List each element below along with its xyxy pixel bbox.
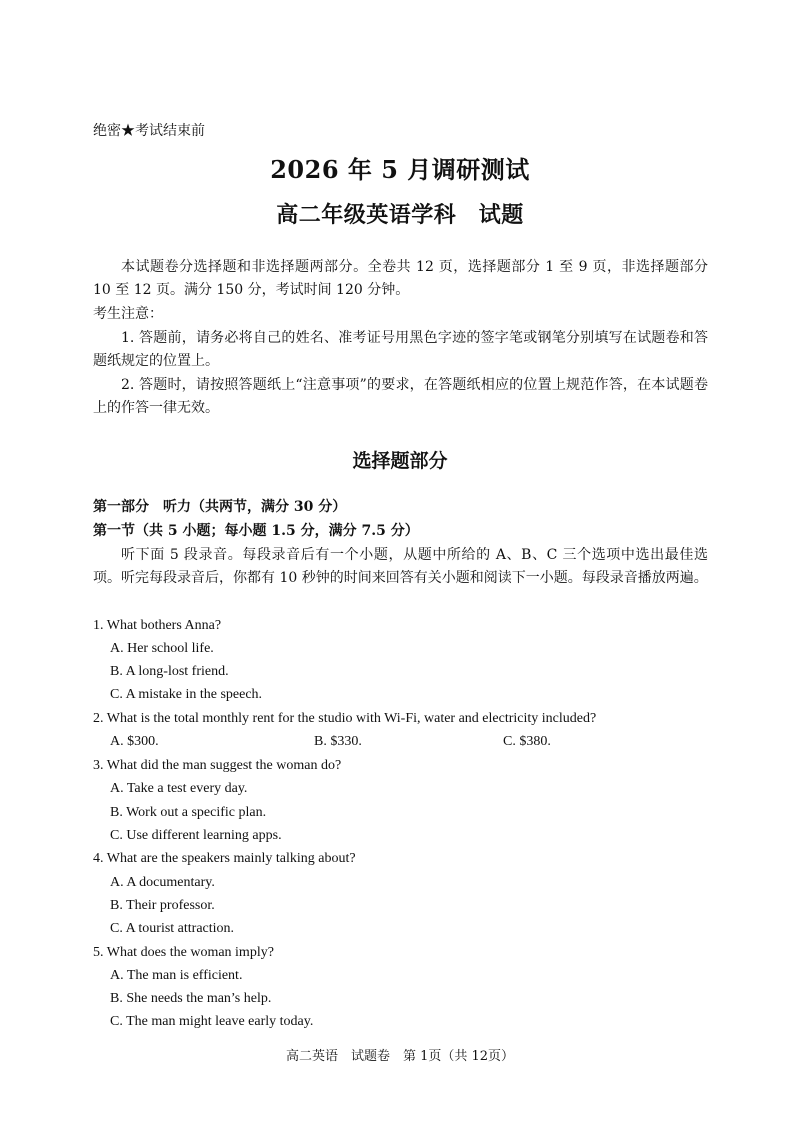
section-title: 选择题部分: [352, 450, 448, 472]
part-title: 第一部分 听力（共两节，满分 30 分）: [93, 499, 347, 515]
question-3-option-c: C. Use different learning apps.: [110, 828, 282, 843]
question-3-option-a: A. Take a test every day.: [110, 781, 248, 796]
exam-subtitle: 高二年级英语学科 试题: [276, 202, 524, 228]
question-4-option-b: B. Their professor.: [110, 898, 215, 913]
question-1: 1. What bothers Anna?: [93, 618, 222, 633]
intro-paragraph: 本试题卷分选择题和非选择题两部分。全卷共 12 页，选择题部分 1 至 9 页，非选择题部分 10 至 12 页。满分 150 分，考试时间 120 分钟。: [93, 259, 708, 298]
question-1-option-a: A. Her school life.: [110, 641, 214, 656]
question-2-option-b: B. $330.: [314, 734, 362, 749]
page-footer: 高二英语 试题卷 第 1页（共 12页）: [285, 1049, 515, 1064]
question-4: 4. What are the speakers mainly talking about?: [93, 851, 356, 866]
question-4-option-a: A. A documentary.: [110, 875, 215, 890]
exam-title: 2026 年 5 月调研测试: [270, 155, 530, 184]
notice-item-2: 2. 答题时，请按照答题纸上“注意事项”的要求，在答题纸相应的位置上规范作答，在本试题卷上的作答一律无效。: [93, 377, 708, 416]
notice-heading: 考生注意：: [93, 306, 163, 322]
listening-directions: 听下面 5 段录音。每段录音后有一个小题，从题中所给的 A、B、C 三个选项中选出最佳选项。听完每段录音后，你都有 10 秒钟的时间来回答有关小题和阅读下一小题。每段录音播放两遍。: [93, 547, 708, 586]
question-1-option-c: C. A mistake in the speech.: [110, 687, 263, 702]
question-3: 3. What did the man suggest the woman do?: [93, 758, 342, 773]
notice-item-1: 1. 答题前，请务必将自己的姓名、准考证号用黑色字迹的签字笔或钢笔分别填写在试题卷和答题纸规定的位置上。: [93, 330, 708, 369]
question-1-option-b: B. A long-lost friend.: [110, 664, 229, 679]
question-5: 5. What does the woman imply?: [93, 945, 274, 960]
question-5-option-a: A. The man is efficient.: [110, 968, 243, 983]
subsection-title: 第一节（共 5 小题；每小题 1.5 分，满分 7.5 分）: [93, 523, 419, 539]
confidential-label: 绝密★考试结束前: [93, 123, 205, 139]
question-5-option-c: C. The man might leave early today.: [110, 1014, 314, 1029]
question-2-option-a: A. $300.: [110, 734, 159, 749]
question-2: 2. What is the total monthly rent for the studio with Wi-Fi, water and electricity included?: [93, 711, 597, 726]
question-5-option-b: B. She needs the man’s help.: [110, 991, 272, 1006]
question-2-option-c: C. $380.: [503, 734, 551, 749]
question-3-option-b: B. Work out a specific plan.: [110, 805, 267, 820]
question-4-option-c: C. A tourist attraction.: [110, 921, 235, 936]
